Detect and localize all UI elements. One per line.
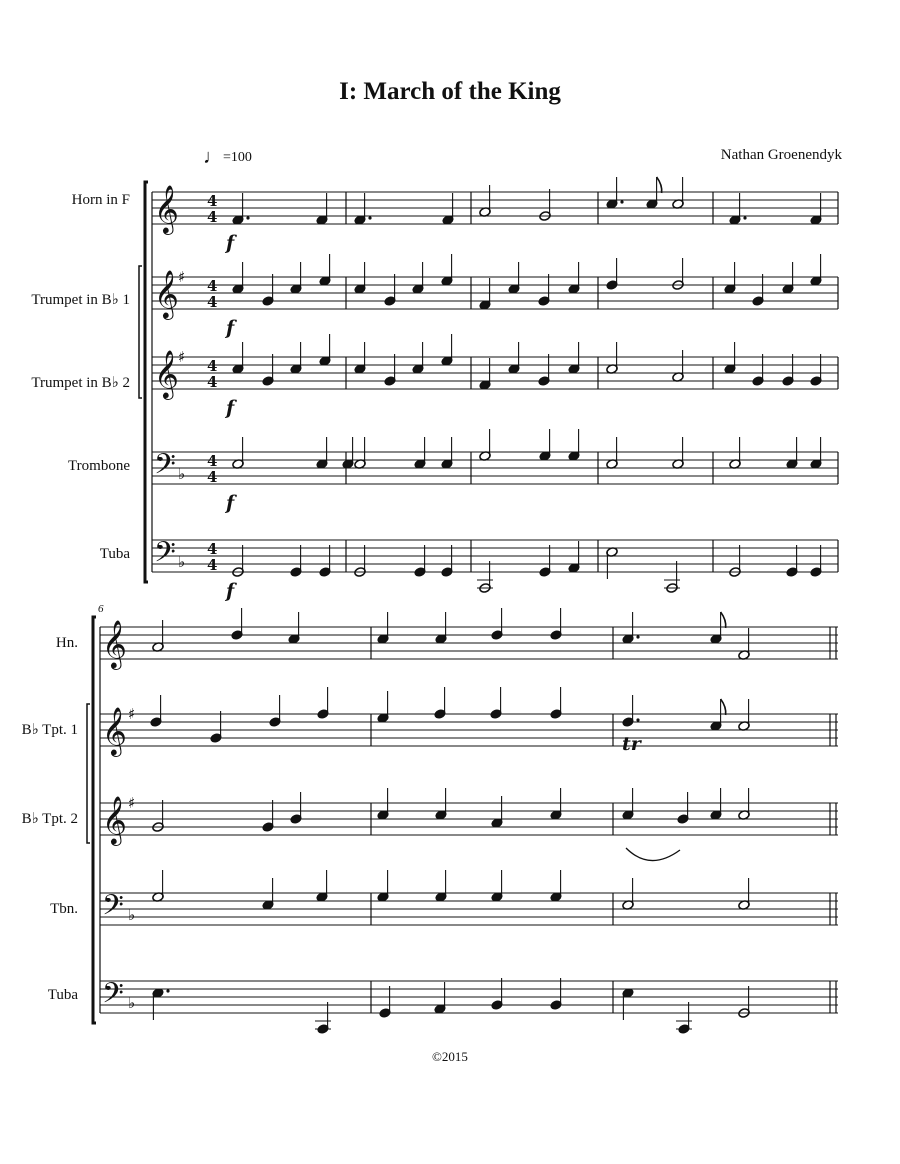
dynamic-forte: f xyxy=(226,492,235,514)
note-dot xyxy=(636,718,639,721)
staff-system2-4 xyxy=(100,893,838,925)
note-dot xyxy=(743,216,746,219)
flat-key-signature: ♭ xyxy=(128,994,136,1012)
instrument-label-trombone: Trombone xyxy=(68,458,130,474)
tempo-value: =100 xyxy=(223,150,252,165)
dynamic-forte: f xyxy=(226,580,235,602)
time-signature-numerator: 4 xyxy=(207,192,218,210)
note-dot xyxy=(620,200,623,203)
note-dot xyxy=(166,989,169,992)
treble-clef-icon: 𝄞 xyxy=(154,349,179,398)
quarter-note-icon: ♩ xyxy=(203,146,223,168)
staff-system1-5 xyxy=(152,540,838,572)
instrument-label-trumpet-2: Trumpet in B♭ 2 xyxy=(31,375,130,391)
instrument-label-trumpet-2-short: B♭ Tpt. 2 xyxy=(21,811,78,827)
note-flag xyxy=(721,699,726,715)
bass-clef-icon: 𝄢 xyxy=(102,977,124,1017)
staff-system2-1 xyxy=(100,627,838,659)
instrument-label-tuba-short: Tuba xyxy=(47,987,78,1003)
staff-system2-5 xyxy=(100,981,838,1013)
composer-name: Nathan Groenendyk xyxy=(720,147,842,163)
time-signature-denominator: 4 xyxy=(207,468,218,486)
dynamic-forte: f xyxy=(226,317,235,339)
time-signature-denominator: 4 xyxy=(207,373,218,391)
system-bracket xyxy=(93,617,96,1023)
sharp-key-signature: ♯ xyxy=(128,794,136,812)
bass-clef-icon: 𝄢 xyxy=(154,536,176,576)
instrument-label-horn: Horn in F xyxy=(71,192,130,208)
measure-number: 6 xyxy=(98,603,104,615)
treble-clef-icon: 𝄞 xyxy=(154,184,179,233)
dynamic-forte: f xyxy=(226,232,235,254)
staff-system2-3 xyxy=(100,803,838,835)
flat-key-signature: ♭ xyxy=(178,465,186,483)
treble-clef-icon: 𝄞 xyxy=(102,619,127,668)
flat-key-signature: ♭ xyxy=(178,553,186,571)
trill-mark: tr xyxy=(622,733,641,755)
time-signature-denominator: 4 xyxy=(207,556,218,574)
trumpet-bracket xyxy=(87,704,90,843)
sharp-key-signature: ♯ xyxy=(178,268,186,286)
bass-clef-icon: 𝄢 xyxy=(154,448,176,488)
score-title: I: March of the King xyxy=(339,78,561,105)
dynamic-forte: f xyxy=(226,397,235,419)
time-signature-numerator: 4 xyxy=(207,277,218,295)
time-signature-numerator: 4 xyxy=(207,357,218,375)
instrument-label-trumpet-1-short: B♭ Tpt. 1 xyxy=(21,722,78,738)
note-dot xyxy=(368,216,371,219)
note-flag xyxy=(721,612,726,628)
bass-clef-icon: 𝄢 xyxy=(102,889,124,929)
treble-clef-icon: 𝄞 xyxy=(154,269,179,318)
instrument-label-trumpet-1: Trumpet in B♭ 1 xyxy=(31,292,130,308)
system-bracket xyxy=(145,182,148,582)
flat-key-signature: ♭ xyxy=(128,906,136,924)
instrument-label-tuba: Tuba xyxy=(99,546,130,562)
copyright: ©2015 xyxy=(432,1049,468,1064)
note-flag xyxy=(657,177,662,193)
sharp-key-signature: ♯ xyxy=(178,348,186,366)
note-dot xyxy=(246,216,249,219)
sharp-key-signature: ♯ xyxy=(128,705,136,723)
staff-system2-2 xyxy=(100,714,838,746)
time-signature-denominator: 4 xyxy=(207,293,218,311)
time-signature-numerator: 4 xyxy=(207,540,218,558)
instrument-label-trombone-short: Tbn. xyxy=(50,901,78,917)
time-signature-denominator: 4 xyxy=(207,208,218,226)
slur xyxy=(626,848,680,861)
note-dot xyxy=(636,635,639,638)
instrument-label-horn-short: Hn. xyxy=(55,635,78,651)
treble-clef-icon: 𝄞 xyxy=(102,706,127,755)
time-signature-numerator: 4 xyxy=(207,452,218,470)
trumpet-bracket xyxy=(139,266,142,398)
treble-clef-icon: 𝄞 xyxy=(102,795,127,844)
